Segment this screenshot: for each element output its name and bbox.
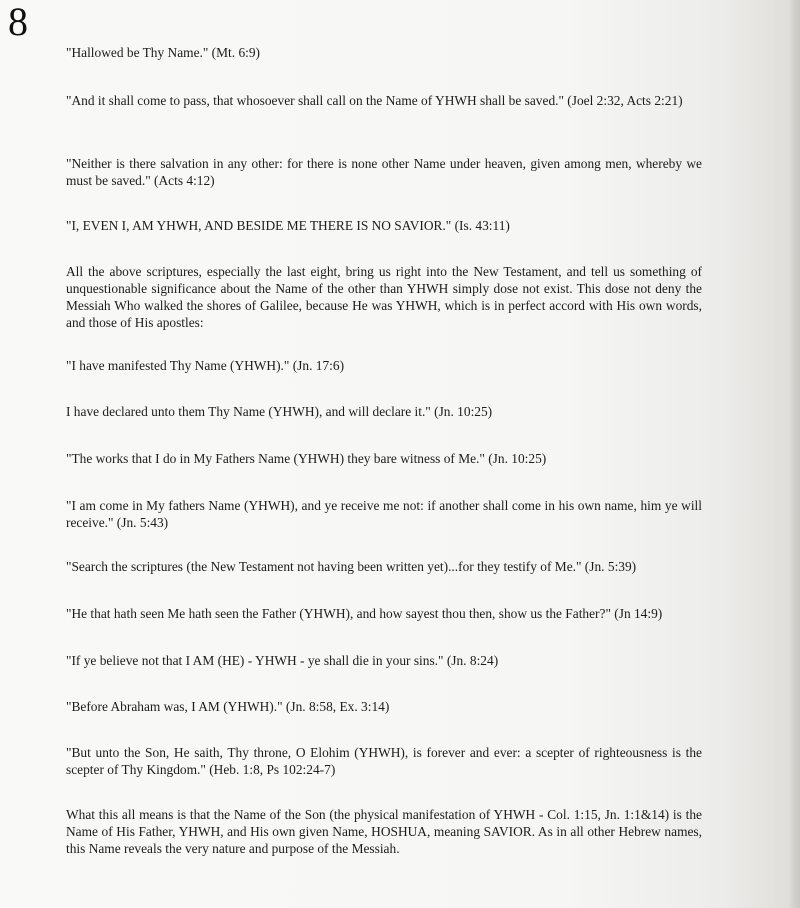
paragraph-10: "Search the scriptures (the New Testament not having been written yet)...for they testify of Me." (Jn. 5:39) bbox=[66, 559, 637, 574]
paragraph-2: "And it shall come to pass, that whosoever shall call on the Name of YHWH shall be saved." (Joel 2:32, Acts 2:21) bbox=[66, 93, 683, 108]
page-number: 8 bbox=[8, 0, 28, 44]
paragraph-1: "Hallowed be Thy Name." (Mt. 6:9) bbox=[66, 45, 261, 60]
paragraph-9: "I am come in My fathers Name (YHWH), and ye receive me not: if another shall come in his own name, him ye will receive." (Jn. 5:43) bbox=[66, 498, 702, 530]
paragraph-3: "Neither is there salvation in any other: for there is none other Name under heaven, given among men, whereby we must be saved." (Acts 4:12) bbox=[66, 156, 702, 188]
paragraph-12: "If ye believe not that I AM (HE) - YHWH - ye shall die in your sins." (Jn. 8:24) bbox=[66, 653, 499, 668]
paragraph-7: I have declared unto them Thy Name (YHWH), and will declare it." (Jn. 10:25) bbox=[66, 404, 493, 419]
paragraph-4: "I, EVEN I, AM YHWH, AND BESIDE ME THERE IS NO SAVIOR." (Is. 43:11) bbox=[66, 218, 510, 233]
paragraph-8: "The works that I do in My Fathers Name (YHWH) they bare witness of Me." (Jn. 10:25) bbox=[66, 451, 547, 466]
paragraph-14: "But unto the Son, He saith, Thy throne, O Elohim (YHWH), is forever and ever: a scepter of righteousness is the scepter of Thy Kingdom." (Heb. 1:8, Ps 102:24-7) bbox=[66, 745, 702, 777]
page-edge-shadow bbox=[788, 0, 800, 908]
paragraph-6: "I have manifested Thy Name (YHWH)." (Jn. 17:6) bbox=[66, 358, 345, 373]
paragraph-13: "Before Abraham was, I AM (YHWH)." (Jn. 8:58, Ex. 3:14) bbox=[66, 699, 390, 714]
paragraph-11: "He that hath seen Me hath seen the Father (YHWH), and how sayest thou then, show us the Father?" (Jn 14:9) bbox=[66, 606, 663, 621]
paragraph-15: What this all means is that the Name of the Son (the physical manifestation of YHWH - Col. 1:15, Jn. 1:1&14) is the Name of His Father, YHWH, and His own given Name, HOSHUA, meaning SAVIOR. As in all other Hebrew names, this Name reveals the very nature and purpose of the Messiah. bbox=[66, 807, 702, 856]
paragraph-5: All the above scriptures, especially the last eight, bring us right into the New Testament, and tell us something of unquestionable significance about the Name of the other than YHWH simply dose not exist. This dose not deny the Messiah Who walked the shores of Galilee, because He was YHWH, which is in perfect accord with His own words, and those of His apostles: bbox=[66, 264, 702, 330]
